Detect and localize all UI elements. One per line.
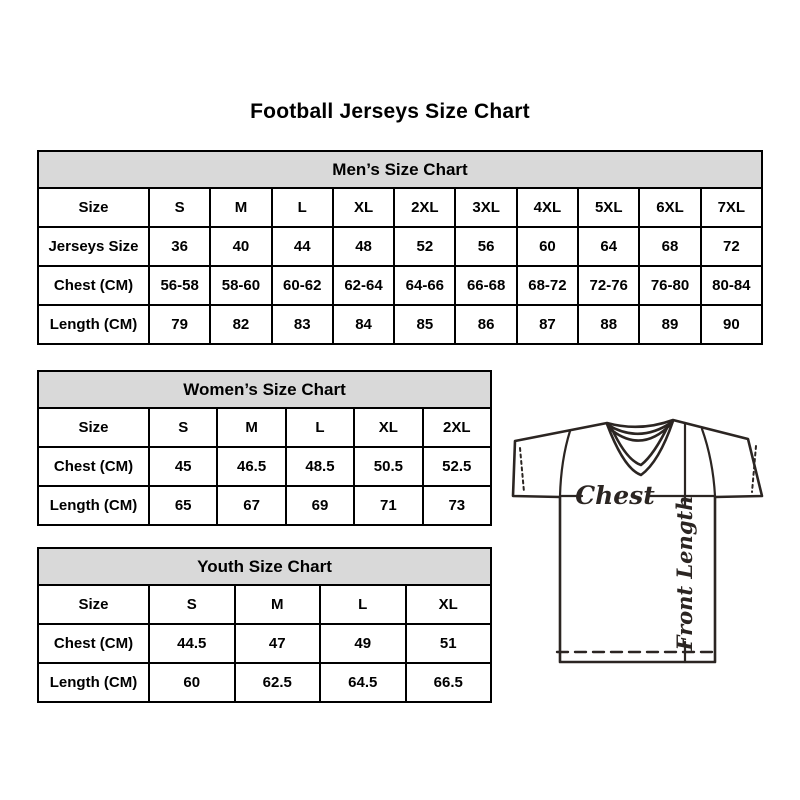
table-cell: XL: [333, 188, 394, 227]
table-row: [38, 408, 491, 447]
table-title: Youth Size Chart: [38, 548, 491, 585]
table-cell: 44: [272, 227, 333, 266]
table-cell: 48.5: [286, 447, 354, 486]
table-row: [38, 585, 491, 624]
table-cell: 67: [217, 486, 285, 525]
table-cell: 52.5: [423, 447, 491, 486]
table-cell: 62-64: [333, 266, 394, 305]
table-title: Women’s Size Chart: [38, 371, 491, 408]
table-row: [38, 305, 762, 344]
table-cell: 48: [333, 227, 394, 266]
table-cell: 76-80: [639, 266, 700, 305]
table-cell: 79: [149, 305, 210, 344]
table-cell: S: [149, 408, 217, 447]
table-cell: 87: [517, 305, 578, 344]
table-cell: 64: [578, 227, 639, 266]
jersey-outline-shape: [513, 420, 762, 662]
table-cell: L: [320, 585, 406, 624]
page-title: Football Jerseys Size Chart: [250, 100, 530, 123]
table-cell: M: [210, 188, 271, 227]
table-cell: 71: [354, 486, 422, 525]
table-cell: 86: [455, 305, 516, 344]
table-cell: 65: [149, 486, 217, 525]
table-cell: 62.5: [235, 663, 321, 702]
table-cell: 45: [149, 447, 217, 486]
table-cell: 2XL: [394, 188, 455, 227]
table-cell: 5XL: [578, 188, 639, 227]
table-cell: 68-72: [517, 266, 578, 305]
table-cell: 7XL: [701, 188, 762, 227]
table-cell: 51: [406, 624, 492, 663]
table-row: [38, 624, 491, 663]
table-cell: S: [149, 188, 210, 227]
size-table-grid: [37, 547, 492, 703]
table-cell: 56-58: [149, 266, 210, 305]
table-cell: 60: [517, 227, 578, 266]
row-label: Size: [38, 408, 149, 447]
row-label: Chest (CM): [38, 624, 149, 663]
table-cell: 3XL: [455, 188, 516, 227]
table-row: [38, 266, 762, 305]
table-cell: M: [235, 585, 321, 624]
youth-size-chart: [37, 547, 492, 703]
jersey-measurement-diagram: [500, 411, 770, 669]
table-cell: 72: [701, 227, 762, 266]
table-cell: 64-66: [394, 266, 455, 305]
table-cell: 6XL: [639, 188, 700, 227]
table-row: [38, 447, 491, 486]
table-cell: XL: [354, 408, 422, 447]
table-row: [38, 227, 762, 266]
size-table-grid: [37, 370, 492, 526]
table-cell: 60-62: [272, 266, 333, 305]
table-cell: 64.5: [320, 663, 406, 702]
table-row: [38, 663, 491, 702]
table-cell: 44.5: [149, 624, 235, 663]
table-cell: 58-60: [210, 266, 271, 305]
row-label: Size: [38, 585, 149, 624]
table-cell: 83: [272, 305, 333, 344]
table-cell: S: [149, 585, 235, 624]
size-table-grid: [37, 150, 763, 345]
table-cell: 40: [210, 227, 271, 266]
table-cell: 36: [149, 227, 210, 266]
womens-size-chart: [37, 370, 492, 526]
table-cell: L: [286, 408, 354, 447]
mens-size-chart: [37, 150, 763, 345]
table-cell: 46.5: [217, 447, 285, 486]
table-cell: 66-68: [455, 266, 516, 305]
table-cell: 89: [639, 305, 700, 344]
row-label: Chest (CM): [38, 447, 149, 486]
table-cell: 47: [235, 624, 321, 663]
table-cell: 73: [423, 486, 491, 525]
table-cell: 84: [333, 305, 394, 344]
table-cell: 66.5: [406, 663, 492, 702]
table-cell: 68: [639, 227, 700, 266]
chest-measure-label: Chest: [575, 481, 655, 510]
table-cell: 49: [320, 624, 406, 663]
table-cell: XL: [406, 585, 492, 624]
table-cell: 69: [286, 486, 354, 525]
row-label: Size: [38, 188, 149, 227]
table-cell: 52: [394, 227, 455, 266]
row-label: Length (CM): [38, 305, 149, 344]
table-cell: 50.5: [354, 447, 422, 486]
front-length-measure-label: Front Length: [672, 495, 697, 651]
table-cell: 88: [578, 305, 639, 344]
table-row: [38, 188, 762, 227]
table-cell: 4XL: [517, 188, 578, 227]
table-cell: 82: [210, 305, 271, 344]
table-cell: M: [217, 408, 285, 447]
table-title: Men’s Size Chart: [38, 151, 762, 188]
table-cell: 80-84: [701, 266, 762, 305]
table-cell: 56: [455, 227, 516, 266]
row-label: Chest (CM): [38, 266, 149, 305]
table-cell: 60: [149, 663, 235, 702]
table-cell: 85: [394, 305, 455, 344]
row-label: Length (CM): [38, 663, 149, 702]
table-cell: 90: [701, 305, 762, 344]
row-label: Length (CM): [38, 486, 149, 525]
table-row: [38, 486, 491, 525]
table-cell: L: [272, 188, 333, 227]
table-cell: 72-76: [578, 266, 639, 305]
table-cell: 2XL: [423, 408, 491, 447]
row-label: Jerseys Size: [38, 227, 149, 266]
